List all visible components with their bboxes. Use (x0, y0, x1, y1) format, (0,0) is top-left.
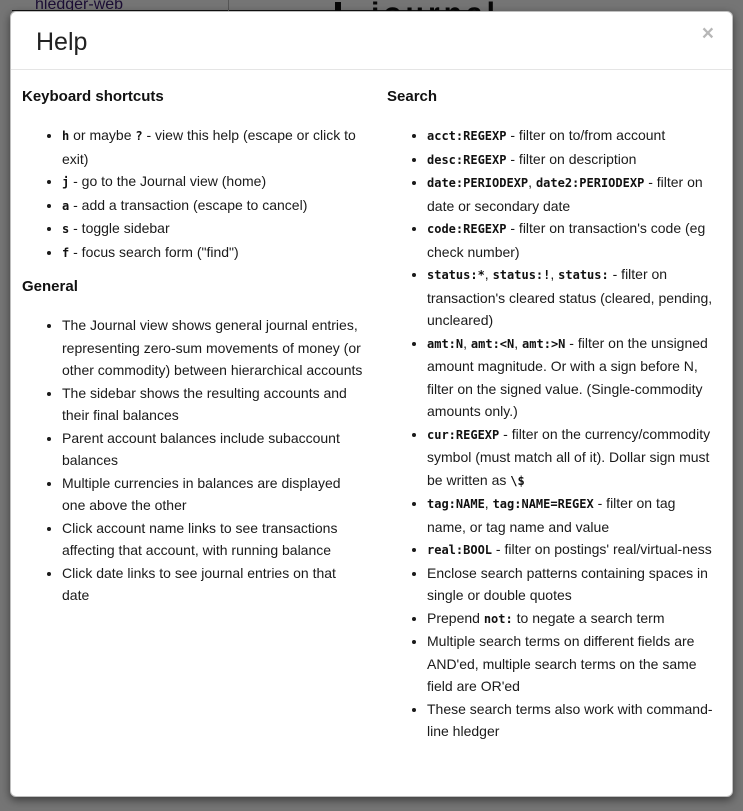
modal-column-left (22, 82, 387, 619)
help-item: • Click account name links to see transactions affecting that account, with running balance (62, 517, 365, 562)
help-item: • Multiple search terms on different fields are AND'ed, multiple search terms on the same field are OR'ed (427, 630, 715, 698)
code-term: j (62, 175, 70, 189)
code-term: f (62, 245, 70, 260)
section-heading: Keyboard shortcuts (22, 88, 164, 105)
help-item: • Enclose search patterns containing spaces in single or double quotes (427, 562, 715, 607)
help-item: • status:*, status:!, status: - filter on transaction's cleared status (cleared, pending, uncleared) (427, 263, 715, 332)
code-term: cur:REGEXP (427, 427, 500, 442)
help-item: • j - go to the Journal view (home) (62, 170, 365, 194)
modal-body (11, 70, 732, 779)
help-list (387, 124, 715, 743)
code-term: date2:PERIODEXP (535, 176, 645, 190)
code-term: tag:NAME (427, 497, 485, 511)
code-term: desc:REGEXP (427, 152, 507, 167)
help-item: • a - add a transaction (escape to cancel) (62, 194, 365, 218)
modal-columns (22, 82, 715, 755)
help-item: • tag:NAME, tag:NAME=REGEX - filter on tag name, or tag name and value (427, 492, 715, 538)
help-list (22, 124, 365, 264)
code-term: not: (483, 611, 513, 626)
help-list (22, 314, 365, 607)
help-modal (10, 11, 733, 797)
help-item: • The Journal view shows general journal entries, representing zero-sum movements of money (or other commodity) between hierarchical accounts (62, 314, 365, 382)
code-term: status:! (492, 268, 551, 282)
help-item: • date:PERIODEXP, date2:PERIODEXP - filter on date or secondary date (427, 171, 715, 217)
modal-header (11, 12, 732, 70)
code-term: amt:>N (522, 336, 566, 351)
help-item: • desc:REGEXP - filter on description (427, 148, 715, 172)
section-heading: General (22, 278, 78, 295)
modal-column-right (387, 82, 715, 755)
help-item: • f - focus search form ("find") (62, 241, 365, 265)
code-term: s (62, 222, 70, 236)
code-term: \$ (510, 473, 525, 488)
help-item: • h or maybe ? - view this help (escape or click to exit) (62, 124, 365, 170)
code-term: ? (135, 129, 143, 143)
code-term: tag:NAME=REGEX (492, 497, 594, 511)
help-item: • Multiple currencies in balances are displayed one above the other (62, 472, 365, 517)
help-item: • s - toggle sidebar (62, 217, 365, 241)
help-item: • amt:N, amt:<N, amt:>N - filter on the unsigned amount magnitude. Or with a sign before N, filter on the signed value. (Single-commodity amounts only.) (427, 332, 715, 423)
code-term: acct:REGEXP (427, 129, 507, 143)
section-heading: Search (387, 88, 438, 105)
close-icon[interactable]: × (698, 21, 718, 46)
code-term: real:BOOL (427, 543, 493, 557)
help-item: • These search terms also work with command-line hledger (427, 698, 715, 743)
code-term: a (62, 198, 70, 213)
code-term: amt:<N (470, 336, 515, 351)
help-item: • Parent account balances include subaccount balances (62, 427, 365, 472)
code-term: status: (558, 268, 609, 282)
help-item: • real:BOOL - filter on postings' real/virtual-ness (427, 538, 715, 562)
modal-title: Help (36, 28, 88, 56)
help-item: • Prepend not: to negate a search term (427, 607, 715, 631)
code-term: h (62, 129, 70, 143)
help-item: • cur:REGEXP - filter on the currency/commodity symbol (must match all of it). Dollar sign must be written as \$ (427, 423, 715, 493)
code-term: date:PERIODEXP (427, 176, 529, 190)
help-item: • code:REGEXP - filter on transaction's code (eg check number) (427, 217, 715, 263)
code-term: status:* (427, 268, 485, 282)
code-term: amt:N (427, 336, 464, 351)
help-item: • The sidebar shows the resulting accounts and their final balances (62, 382, 365, 427)
code-term: code:REGEXP (427, 222, 507, 236)
help-item: • Click date links to see journal entries on that date (62, 562, 365, 607)
help-item: • acct:REGEXP - filter on to/from account (427, 124, 715, 148)
